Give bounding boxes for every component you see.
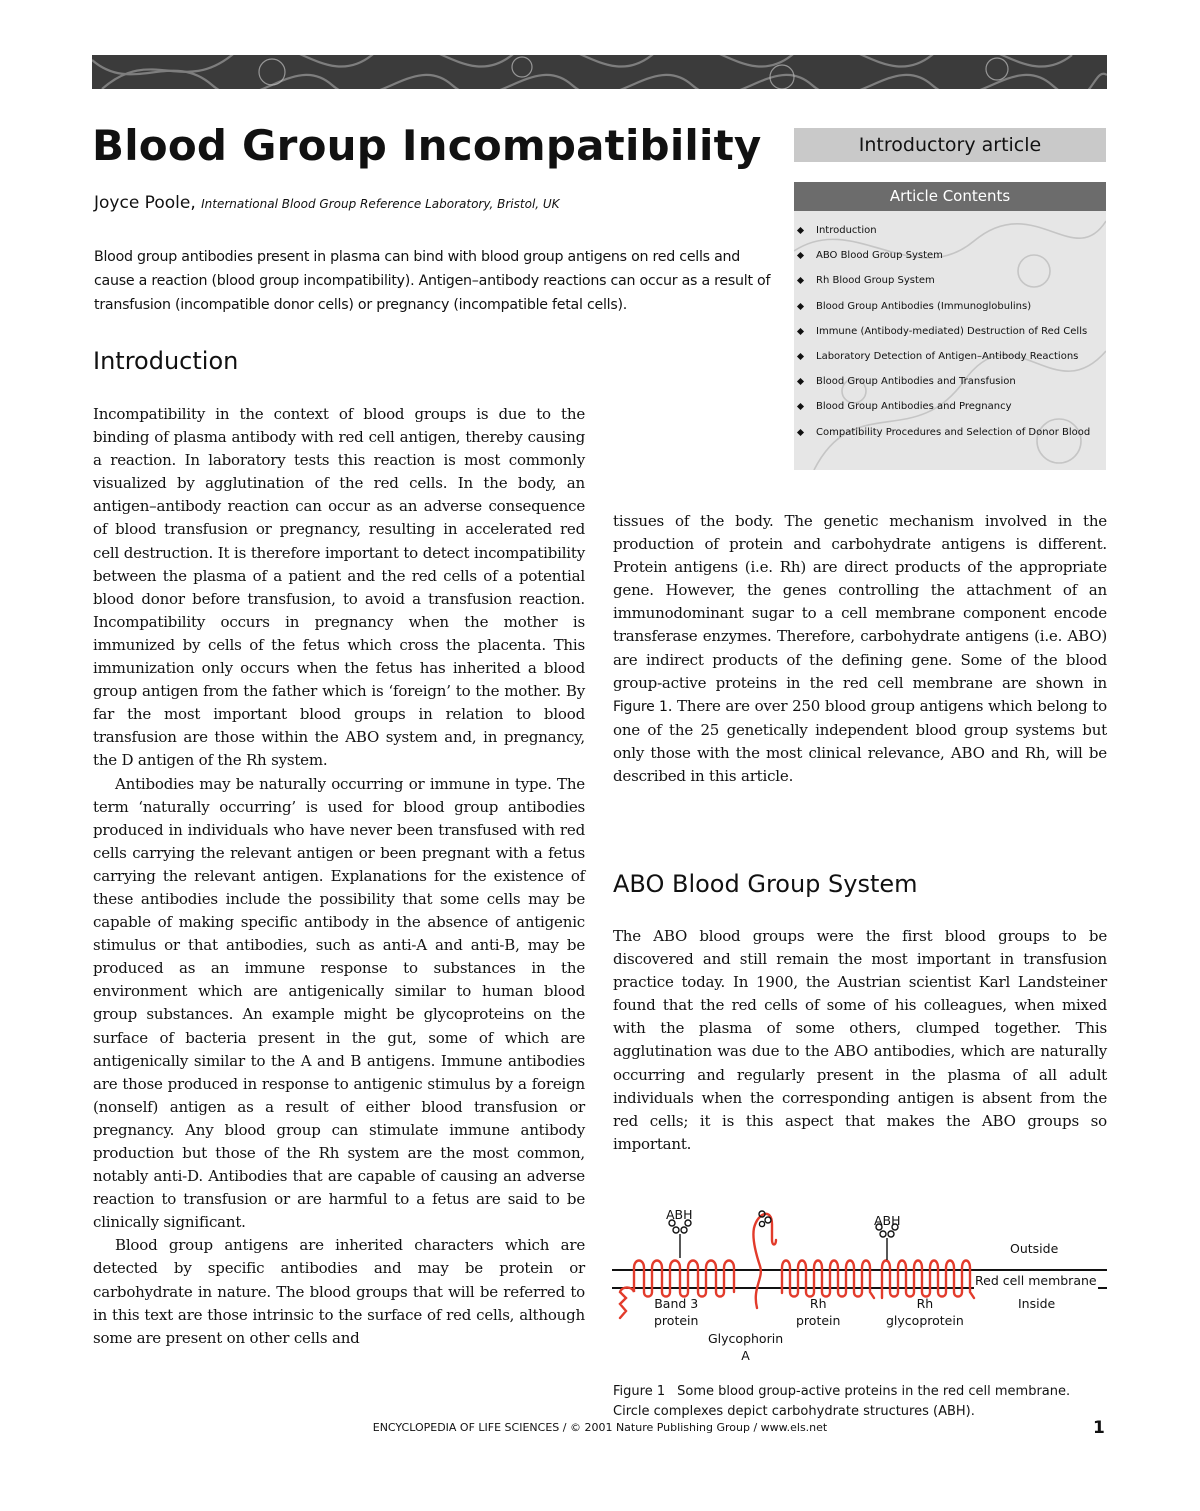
figure-1-membrane-diagram [612, 1198, 1107, 1368]
contents-item[interactable]: Blood Group Antibodies and Transfusion [816, 374, 1092, 390]
article-title: Blood Group Incompatibility [92, 121, 762, 170]
bullet-icon [797, 227, 804, 234]
contents-item[interactable]: Blood Group Antibodies and Pregnancy [816, 399, 1092, 415]
abo-paragraph-block [613, 925, 1107, 1156]
figure-caption-number: Figure 1 [613, 1384, 666, 1399]
figure-reference-link[interactable]: Figure 1 [613, 698, 668, 715]
label-rh-glycoprotein: Rh glycoprotein [886, 1296, 964, 1328]
section-heading-introduction: Introduction [93, 347, 239, 375]
rh-protein-shape [782, 1261, 874, 1299]
right-column-continuation [613, 510, 1107, 788]
article-contents-box [794, 182, 1106, 470]
article-type-badge: Introductory article [794, 128, 1106, 162]
contents-item[interactable]: ABO Blood Group System [816, 248, 1092, 264]
abh-carbohydrate-glycophorin [759, 1211, 771, 1227]
article-contents-list [794, 211, 1106, 441]
paragraph: The ABO blood groups were the first blood groups to be discovered and still remain the most important in transfusion practice today. In 1900, the Austrian scientist Karl Landsteiner found that the red cells of some of his colleagues, when mixed with the plasma of some others, clumped together. This agglutination was due to the ABO antibodies, which are naturally occurring and regularly present in the plasma of all adult individuals when the corresponding antigen is absent from the red cells; it is this aspect that makes the ABO groups so important. [613, 927, 1107, 1153]
bullet-icon [797, 328, 804, 335]
author-affiliation: International Blood Group Reference Laboratory, Bristol, UK [201, 197, 560, 211]
figure-caption [613, 1382, 1107, 1422]
paragraph: tissues of the body. The genetic mechanism involved in the production of protein and carbohydrate antigens is different. Protein antigens (i.e. Rh) are direct products of the appropriate gene. However, the genes controlling the attachment of an immunodominant sugar to a cell membrane component encode transferase enzymes. Therefore, carbohydrate antigens (i.e. ABO) are indirect products of the defining gene. Some of the blood group-active proteins in the red cell membrane are shown in Figure 1. There are over 250 blood group antigens which belong to one of the 25 genetically independent blood group systems but only those with the most clinical relevance, ABO and Rh, will be described in this article. [613, 512, 1107, 786]
page-number: 1 [1093, 1418, 1105, 1438]
label-abh-right: ABH [874, 1213, 901, 1228]
contents-item[interactable]: Compatibility Procedures and Selection of Donor Blood [816, 425, 1092, 441]
bullet-icon [797, 378, 804, 385]
bullet-icon [797, 252, 804, 259]
paragraph: Blood group antigens are inherited characters which are detected by specific antibodies and may be protein or carbohydrate in nature. The blood groups that will be referred to in this text are those intrinsic to the surface of red cells, although some are present on other cells and [93, 1236, 585, 1347]
paragraph: Incompatibility in the context of blood groups is due to the binding of plasma antibody with red cell antigen, thereby causing a reaction. In laboratory tests this reaction is most commonly visualized by agglutination of the red cells. In the body, an antigen–antibody reaction can occur as an adverse consequence of blood transfusion or pregnancy, resulting in accelerated red cell destruction. It is therefore important to detect incompatibility between the plasma of a patient and the red cells of a potential blood donor before transfusion, to avoid a transfusion reaction. Incompatibility occurs in pregnancy when the mother is immunized by cells of the fetus which cross the placenta. This immunization only occurs when the fetus has inherited a blood group antigen from the father which is ‘foreign’ to the mother. By far the most important blood groups in relation to blood transfusion are those within the ABO system and, in pregnancy, the D antigen of the Rh system. [93, 405, 585, 770]
label-red-cell-membrane: Red cell membrane [975, 1273, 1097, 1288]
label-inside: Inside [1018, 1296, 1056, 1311]
page-footer: ENCYCLOPEDIA OF LIFE SCIENCES / © 2001 Nature Publishing Group / www.els.net [372, 1421, 828, 1434]
article-contents-title: Article Contents [794, 182, 1106, 211]
bullet-icon [797, 403, 804, 410]
label-outside: Outside [1010, 1241, 1059, 1256]
bullet-icon [797, 353, 804, 360]
author-line [94, 193, 560, 213]
figure-caption-text: Some blood group-active proteins in the red cell membrane. Circle complexes depict carbohydrate structures (ABH). [613, 1384, 1071, 1419]
contents-item[interactable]: Rh Blood Group System [816, 273, 1092, 289]
bullet-icon [797, 303, 804, 310]
bullet-icon [797, 277, 804, 284]
label-glycophorin-a: Glycophorin A [708, 1331, 784, 1363]
rh-glycoprotein-shape [882, 1261, 974, 1299]
abstract: Blood group antibodies present in plasma can bind with blood group antigens on red cells and cause a reaction (blood group incompatibility). Antigen–antibody reactions can occur as a result of transfusion (incompatible donor cells) or pregnancy (incompatible fetal cells). [94, 249, 771, 313]
contents-item[interactable]: Introduction [816, 223, 1092, 239]
label-rh-protein: Rh protein [796, 1296, 841, 1328]
header-banner [92, 55, 1107, 89]
author-name: Joyce Poole, [94, 193, 196, 213]
abh-carbohydrate-left [669, 1220, 691, 1258]
banner-swirl-pattern [92, 55, 1107, 89]
glycophorin-protein-shape [753, 1214, 776, 1308]
contents-item[interactable]: Laboratory Detection of Antigen–Antibody Reactions [816, 349, 1092, 365]
contents-item[interactable]: Blood Group Antibodies (Immunoglobulins) [816, 299, 1092, 315]
abh-carbohydrate-right [876, 1224, 898, 1260]
label-abh-left: ABH [666, 1207, 693, 1222]
contents-item[interactable]: Immune (Antibody-mediated) Destruction of Red Cells [816, 324, 1092, 340]
section-heading-abo: ABO Blood Group System [613, 870, 918, 898]
paragraph: Antibodies may be naturally occurring or immune in type. The term ‘naturally occurring’ is used for blood group antibodies produced in individuals who have never been transfused with red cells carrying the relevant antigen or been pregnant with a fetus carrying the relevant antigen. Explanations for the existence of these antibodies include the possibility that some cells may be capable of making specific antibody in the absence of antigenic stimulus or that antibodies, such as anti-A and anti-B, may be produced as an immune response to substances in the environment which are antigenically similar to human blood group substances. An example might be glycoproteins on the surface of bacteria present in the gut, some of which are antigenically similar to the A and B antigens. Immune antibodies are those produced in response to antigenic stimulus by a foreign (nonself) antigen as a result of either blood transfusion or pregnancy. Any blood group can stimulate immune antibody production but those of the Rh system are the most common, notably anti-D. Antibodies that are capable of causing an adverse reaction to transfusion or are harmful to a fetus are said to be clinically significant. [93, 774, 585, 1232]
left-column [93, 403, 585, 1350]
label-band3-protein: Band 3 protein [654, 1296, 699, 1328]
bullet-icon [797, 428, 804, 435]
